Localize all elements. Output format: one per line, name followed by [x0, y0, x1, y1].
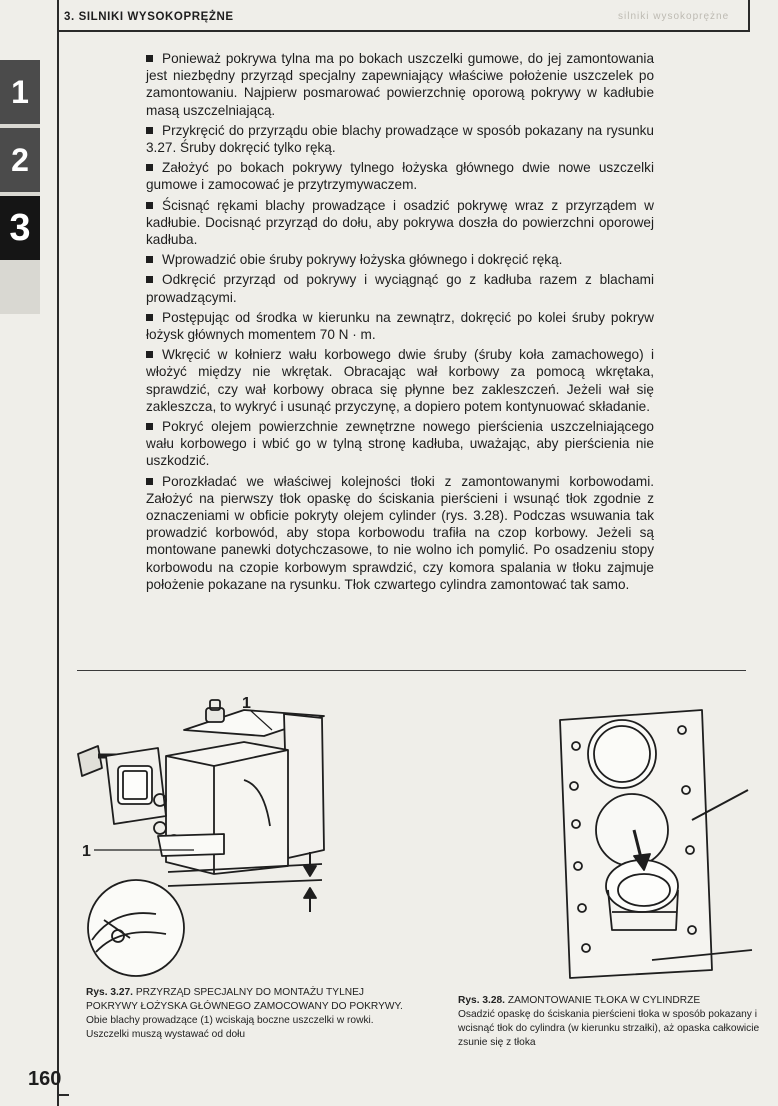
- piston-illustration: [552, 690, 772, 980]
- paragraph: Pokryć olejem powierzchnie zewnętrzne nowego pierścienia uszczelniającego wału korbowego i wbić go w tylną stronę kadłuba, uważając, aby pierścienia nie uszkodzić.: [146, 419, 654, 469]
- tool-illustration: [74, 690, 384, 980]
- chapter-tab-3-active[interactable]: 3: [0, 196, 40, 260]
- footer-rule: [57, 1094, 69, 1096]
- margin-rule: [57, 0, 59, 1106]
- bullet-icon: [146, 314, 153, 321]
- figure-3-28: [552, 690, 772, 980]
- caption-title: PRZYRZĄD SPECJALNY DO MONTAŻU TYLNEJ POKRYWY ŁOŻYSKA GŁÓWNEGO ZAMOCOWANY DO POKRYWY.: [86, 987, 403, 1012]
- chapter-tab-2[interactable]: 2: [0, 128, 40, 192]
- paragraph: Wprowadzić obie śruby pokrywy łożyska głównego i dokręcić ręką.: [146, 251, 654, 268]
- paragraph: Ponieważ pokrywa tylna ma po bokach uszczelki gumowe, do jej zamontowania jest niezbędny przyrząd specjalny zapewniający właściwe położenie uszczelek po zamontowaniu. Najpierw posmarować powierzchnię oporową pokrywy w kadłubie masą uszczelniającą.: [146, 51, 654, 118]
- paragraph: Ścisnąć rękami blachy prowadzące i osadzić pokrywę wraz z przyrządem w kadłubie. Docisnąć przyrząd do dołu, aby pokrywa doszła do powierzchni oporowej kadłuba.: [146, 197, 654, 248]
- paragraph: Przykręcić do przyrządu obie blachy prowadzące w sposób pokazany na rysunku 3.27. Śruby dokręcić tylko ręką.: [146, 122, 654, 156]
- figure-3-27-caption: [86, 986, 416, 1042]
- bullet-icon: [146, 55, 153, 62]
- header-rule: [57, 30, 750, 32]
- figure-3-28-caption: [458, 994, 770, 1050]
- paragraph: Założyć po bokach pokrywy tylnego łożyska głównego dwie nowe uszczelki gumowe i zamocować je przytrzymywaczem.: [146, 160, 654, 193]
- figure-3-27: [74, 690, 384, 980]
- running-head: 3. SILNIKI WYSOKOPRĘŻNE: [64, 11, 234, 23]
- callout-1-left: 1: [82, 843, 91, 860]
- paragraph: Porozkładać we właściwej kolejności tłoki z zamontowanymi korbowodami. Założyć na pierwszy tłok opaskę do ściskania pierścieni i wsunąć tłok zgodnie z oznaczeniami w obficie pokryty olejem cylinder (rys. 3.28). Podczas wsuwania tak prowadzić korbowód, aby stopa korbowodu trafiła na czop korbowy. Jeżeli są montowane panewki dotychczasowe, to nie wolno ich pomylić. Po osadzeniu stopy korbowodu na czopie korbowym sprawdzić, czy komora spalania w tłoku zajmuje położenie pokazane na rysunku. Tłok czwartego cylindra zamontować tak samo.: [146, 473, 654, 592]
- caption-text: Obie blachy prowadzące (1) wciskają boczne uszczelki w rowki. Uszczelki muszą wystawać od dołu: [86, 1015, 374, 1040]
- bullet-icon: [146, 478, 153, 485]
- caption-text: Osadzić opaskę do ściskania pierścieni tłoka w sposób pokazany i wcisnąć tłok do cylindra (w kierunku strzałki), aż opaska całkowicie zsunie się z tłoka: [458, 1009, 760, 1048]
- bullet-icon: [146, 164, 153, 171]
- paragraph: Postępując od środka w kierunku na zewnątrz, dokręcić po kolei śruby pokryw łożysk głównych momentem 70 N · m.: [146, 309, 654, 343]
- running-head-faint: silniki wysokoprężne: [618, 11, 730, 22]
- body-text: [146, 50, 654, 596]
- bullet-icon: [146, 423, 153, 430]
- bullet-icon: [146, 276, 153, 283]
- caption-title: ZAMONTOWANIE TŁOKA W CYLINDRZE: [507, 995, 701, 1006]
- callout-1-top: 1: [242, 695, 251, 712]
- caption-number: Rys. 3.28.: [458, 995, 506, 1006]
- paragraph: Odkręcić przyrząd od pokrywy i wyciągnąć go z kadłuba razem z blachami prowadzącymi.: [146, 272, 654, 305]
- bullet-icon: [146, 351, 153, 358]
- bullet-icon: [146, 127, 153, 134]
- caption-number: Rys. 3.27.: [86, 987, 134, 998]
- header-corner-rule: [748, 0, 750, 32]
- chapter-tab-1[interactable]: 1: [0, 60, 40, 124]
- bullet-icon: [146, 202, 153, 209]
- section-divider: [77, 670, 746, 671]
- paragraph: Wkręcić w kołnierz wału korbowego dwie śruby (śruby koła zamachowego) i włożyć między nie wkrętak. Obracając wał korbowy za pomocą wkrętaka, sprawdzić, czy wał korbowy obraca się płynne bez zakleszczeń. Jeżeli wał się zakleszcza, to wykryć i usunąć przyczynę, a dopiero potem kontynuować składanie.: [146, 347, 654, 414]
- page-number: 160: [28, 1068, 62, 1090]
- bullet-icon: [146, 256, 153, 263]
